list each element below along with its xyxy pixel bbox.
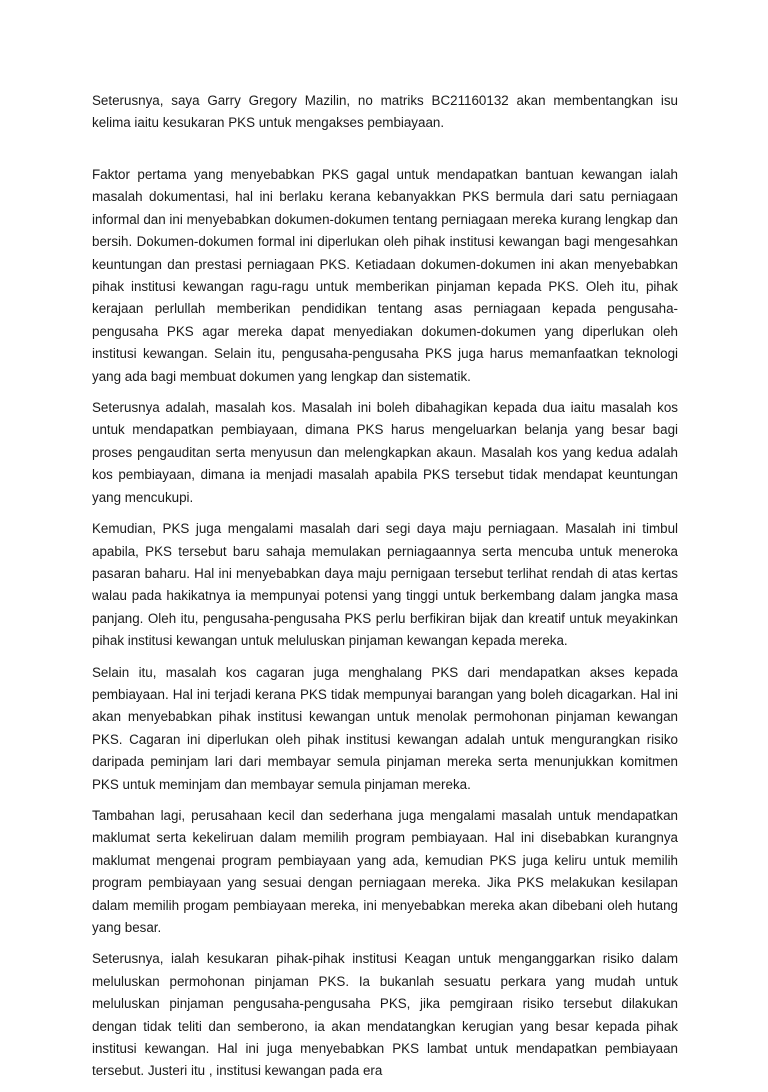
paragraph-kos: Seterusnya adalah, masalah kos. Masalah ini boleh dibahagikan kepada dua iaitu masalah kos untuk mendapatkan pembiayaan, dimana PKS harus mengeluarkan belanja yang besar bagi proses pengauditan serta menyusun dan melengkapkan akaun. Masalah kos yang kedua adalah kos pembiayaan, dimana ia menjadi masalah apabila PKS tersebut tidak mendapat keuntungan yang mencukupi. (92, 400, 678, 505)
intro-paragraph: Seterusnya, saya Garry Gregory Mazilin, no matriks BC21160132 akan membentangkan isu kelima iaitu kesukaran PKS untuk mengakses pembiayaan. (92, 93, 678, 131)
paragraph-daya-maju: Kemudian, PKS juga mengalami masalah dari segi daya maju perniagaan. Masalah ini timbul apabila, PKS tersebut baru sahaja memulakan perniagaannya serta mencuba untuk meneroka pasaran baharu. Hal ini menyebabkan daya maju pernigaan tersebut terlihat rendah di atas kertas walau pada hakikatnya ia mempunyai potensi yang tinggi untuk berkembang dalam jangka masa panjang. Oleh itu, pengusaha-pengusaha PKS perlu berfikiran bijak dan kreatif untuk meyakinkan pihak institusi kewangan untuk meluluskan pinjaman kewangan kepada mereka. (92, 521, 678, 649)
document-body (92, 164, 678, 1092)
paragraph-maklumat: Tambahan lagi, perusahaan kecil dan sederhana juga mengalami masalah untuk mendapatkan maklumat serta kekeliruan dalam memilih program pembiayaan. Hal ini disebabkan kurangnya maklumat mengenai program pembiayaan yang ada, kemudian PKS juga keliru untuk memilih program pembiayaan yang sesuai dengan perniagaan mereka. Jika PKS melakukan kesilapan dalam memilih progam pembiayaan mereka, ini menyebabkan mereka akan dibebani oleh hutang yang besar. (92, 807, 678, 935)
paragraph-risiko: Seterusnya, ialah kesukaran pihak-pihak institusi Keagan untuk menganggarkan risiko dalam meluluskan permohonan pinjaman PKS. Ia bukanlah sesuatu perkara yang mudah untuk meluluskan pinjaman pengusaha-pengusaha PKS, jika pemgiraan risiko tersebut dilakukan dengan tidak teliti dan semberono, ia akan mendatangkan kerugian yang besar kepada pihak institusi kewangan. Hal ini juga menyebabkan PKS lambat untuk mendapatkan pembiayaan tersebut. Justeri itu , institusi kewangan pada era (92, 951, 678, 1079)
paragraph-dokumentasi: Faktor pertama yang menyebabkan PKS gagal untuk mendapatkan bantuan kewangan ialah masalah dokumentasi, hal ini berlaku kerana kebanyakkan PKS bermula dari satu perniagaan informal dan ini menyebabkan dokumen-dokumen tentang perniagaan mereka kurang lengkap dan bersih. Dokumen-dokumen formal ini diperlukan oleh pihak institusi kewangan bagi mengesahkan keuntungan dan prestasi perniagaan PKS. Ketiadaan dokumen-dokumen ini akan menyebabkan pihak institusi kewangan ragu-ragu untuk memberikan pinjaman kepada PKS. Oleh itu, pihak kerajaan perlullah memberikan pendidikan tentang asas perniagaan kepada pengusaha-pengusaha PKS agar mereka dapat menyediakan dokumen-dokumen yang diperlukan oleh institusi kewangan. Selain itu, pengusaha-pengusaha PKS juga harus memanfaatkan teknologi yang ada bagi membuat dokumen yang lengkap dan sistematik. (92, 167, 678, 384)
paragraph-cagaran: Selain itu, masalah kos cagaran juga menghalang PKS dari mendapatkan akses kepada pembiayaan. Hal ini terjadi kerana PKS tidak mempunyai barangan yang boleh dicagarkan. Hal ini akan menyebabkan pihak institusi kewangan untuk menolak permohonan pinjaman kewangan PKS. Cagaran ini diperlukan oleh pihak institusi kewangan adalah untuk mengurangkan risiko daripada peminjam lari dari membayar semula pinjaman mereka serta menunjukkan komitmen PKS untuk meminjam dan membayar semula pinjaman mereka. (92, 664, 678, 792)
